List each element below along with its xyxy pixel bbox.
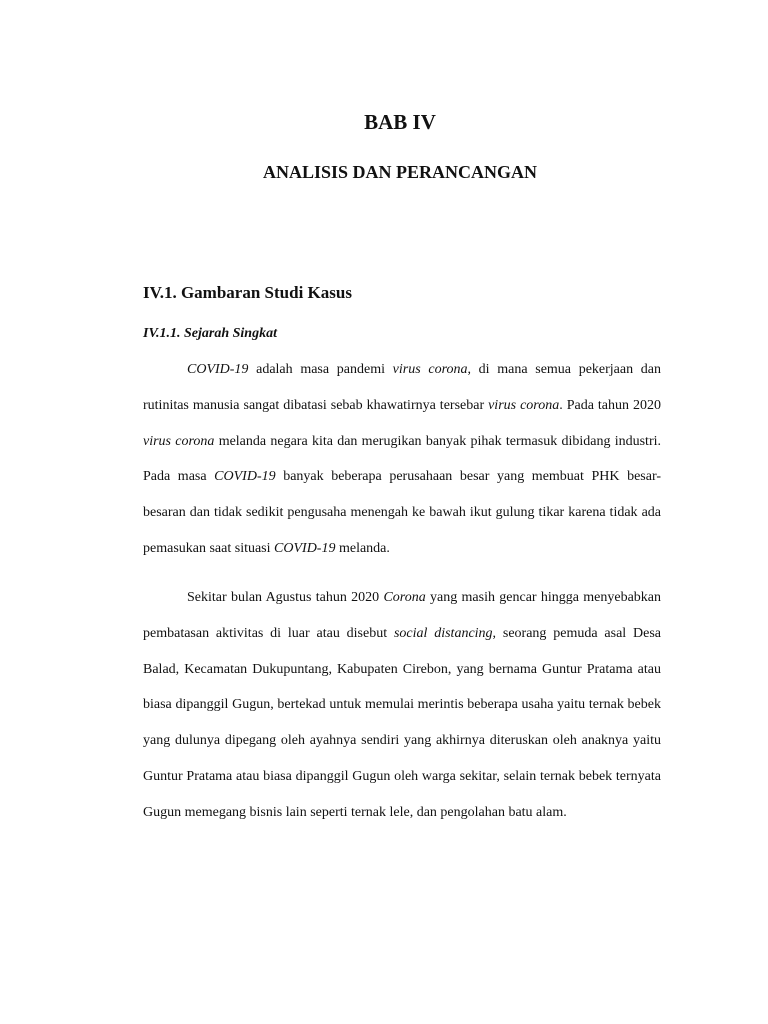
body-paragraph-1	[143, 352, 661, 567]
chapter-number: BAB IV	[364, 110, 436, 134]
body-paragraph-2	[143, 580, 661, 831]
chapter-title: ANALISIS DAN PERANCANGAN	[262, 162, 538, 182]
subsection-heading: IV.1.1. Sejarah Singkat	[143, 326, 277, 341]
italic-term: COVID-19	[214, 469, 276, 485]
text-run: . Pada tahun 2020	[559, 397, 661, 413]
italic-term: COVID-19	[274, 540, 336, 556]
italic-term: virus corona	[392, 362, 468, 377]
italic-term: virus corona	[488, 397, 560, 413]
italic-term: virus corona	[143, 433, 215, 449]
text-run: , di mana semua pekerjaan dan rutinitas manusia sangat dibatasi sebab khawatirnya tersebar	[143, 362, 661, 413]
text-run: melanda negara kita dan merugikan banyak pihak termasuk dibidang industri. Pada masa	[143, 433, 661, 485]
text-run: , seorang pemuda asal Desa Balad, Kecamatan Dukupuntang, Kabupaten Cirebon, yang bernama Guntur Pratama atau biasa dipanggil Gugun, bertekad untuk memulai merintis beberapa usaha yaitu ternak bebek yang dulunya dipegang oleh ayahnya sendiri yang akhirnya diteruskan oleh anaknya yaitu Guntur Pratama atau biasa dipanggil Gugun oleh warga sekitar, selain ternak bebek ternyata Gugun memegang bisnis lain seperti ternak lele, dan pengolahan batu alam.	[143, 625, 661, 820]
text-run: yang masih gencar hingga menyebabkan pembatasan aktivitas di luar atau disebut	[143, 590, 661, 641]
italic-term: social distancing	[393, 625, 493, 641]
text-run: melanda.	[335, 540, 390, 556]
italic-term: Corona	[383, 590, 426, 605]
text-run: Sekitar bulan Agustus tahun 2020	[187, 590, 384, 605]
text-run: adalah masa pandemi	[248, 362, 393, 377]
text-run: banyak beberapa perusahaan besar yang membuat PHK besar-besaran dan tidak sedikit pengusaha menengah ke bawah ikut gulung tikar karena tidak ada pemasukan saat situasi	[143, 469, 662, 556]
section-heading: IV.1. Gambaran Studi Kasus	[143, 283, 352, 302]
italic-term: COVID-19	[187, 362, 249, 377]
